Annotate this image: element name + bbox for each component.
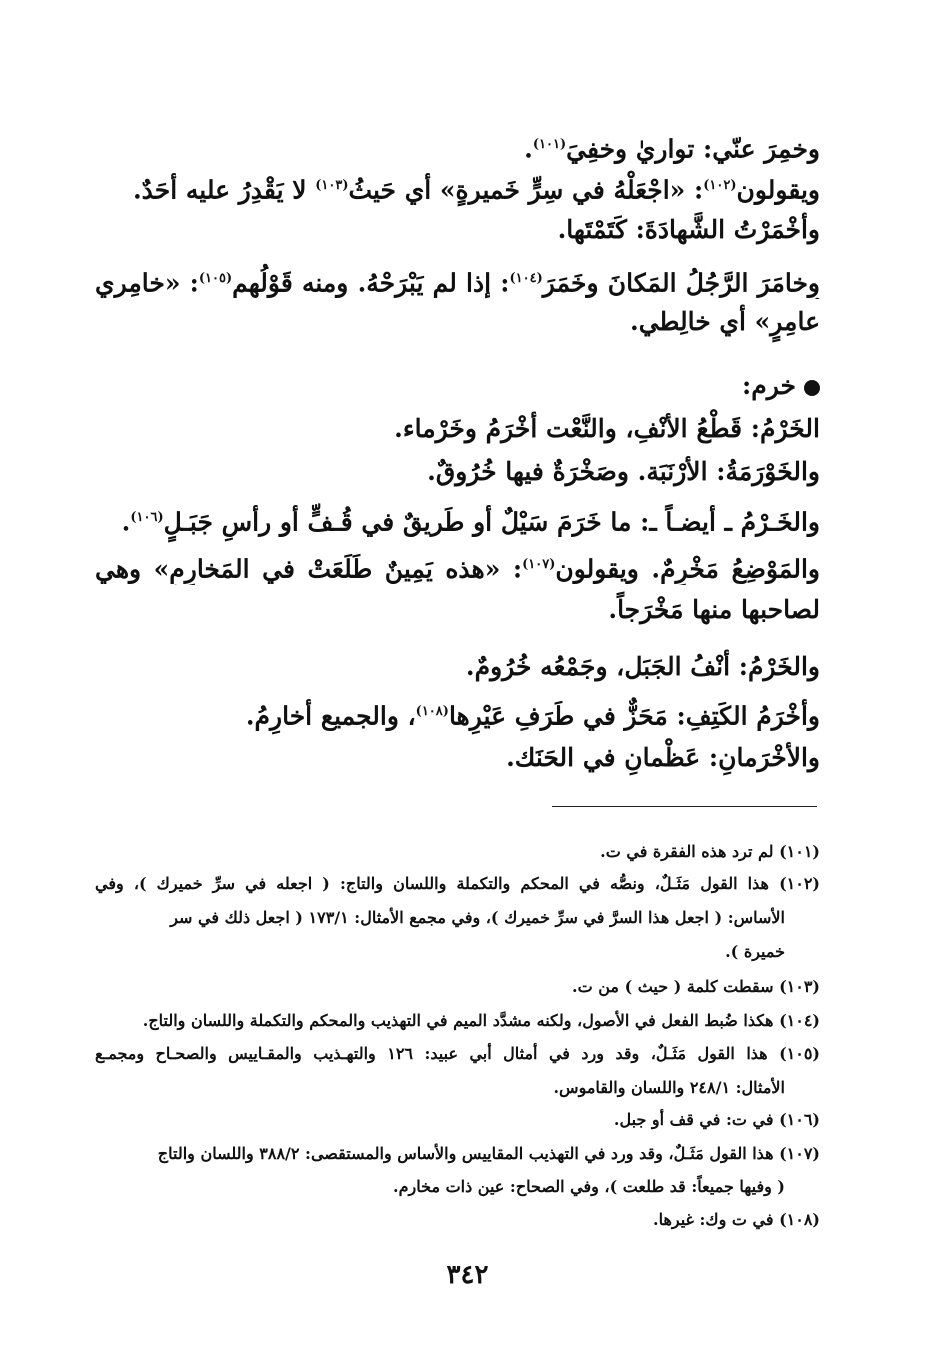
footnote-continuation: الأساس: ( اجعل هذا السرَّ في سرِّ خميرك )، وفي مجمع الأمثال: ١٧٣/١ ( اجعل ذلك في سر <box>170 908 785 927</box>
footnote-continuation: ( وفيها جميعاً: قد طلعت )، وفي الصحاح: عين ذات مخارم. <box>393 1177 785 1196</box>
text-line: والخَـرْمُ ـ أيضـاً ـ: ما خَرَمَ سَيْلٌ أو طَريقٌ في قُـفٍّ أو رأسِ جَبَـلٍ$^{(١٠٦)}$. <box>121 507 820 537</box>
text-line: وخمِرَ عنّي: تواريٰ وخفِيَ$^{(١٠١)}$. <box>524 134 820 164</box>
footnote: (١٠٧) هذا القول مَثَـلٌ، وقد ورد في التهذيب المقاييس والأساس والمستقصى: ٣٨٨/٢ واللسان والتاج <box>157 1144 820 1163</box>
text-line: والمَوْضِعُ مَخْرِمٌ. ويقولون$^{(١٠٧)}$: «هذه يَمِينٌ طَلَعَتْ في المَخارِمِ» وهي <box>95 554 820 584</box>
text-line: لصاحبها منها مَخْرَجاً. <box>608 595 820 624</box>
page-number: ٣٤٢ <box>446 1260 489 1290</box>
text-line: والخَرْمُ: أنْفُ الجَبَل، وجَمْعُه خُرُومٌ. <box>465 652 820 681</box>
text-line: وأخْرَمُ الكَتِفِ: مَحَزٌّ في طَرَفِ عَيْرِها$^{(١٠٨)}$، والجميع أخارِمُ. <box>245 701 820 731</box>
text-line: والخَوْرَمَةُ: الأرْنَبَة. وصَخْرَةٌ فيها خُرُوقٌ. <box>427 457 820 486</box>
footnote: (١٠٣) سقطت كلمة ( حيث ) من ت. <box>572 977 820 996</box>
footnote-continuation: خميرة ). <box>725 942 785 961</box>
text-line: ويقولون$^{(١٠٢)}$: «اجْعَلْهُ في سِرٍّ خَميرةٍ» أي حَيثُ$^{(١٠٣)}$ لا يَقْدِرُ عليه أحَدٌ. <box>132 175 820 205</box>
bullet-icon <box>804 380 820 396</box>
footnote: (١٠٤) هكذا ضُبط الفعل في الأصول، ولكنه مشدَّد الميم في التهذيب والمحكم والتكملة واللسان والتاج. <box>142 1011 820 1030</box>
footnote: (١٠١) لم ترد هذه الفقرة في ت. <box>600 842 820 861</box>
text-line: الخَرْمُ: قَطْعُ الأنْفِ، والنَّعْت أخْرَمُ وخَرْماء. <box>394 414 820 443</box>
entry-heading: خرم: <box>95 366 820 406</box>
footnote-divider <box>552 806 817 807</box>
text-line: وأخْمَرْتُ الشَّهادَةَ: كَتَمْتَها. <box>557 215 820 244</box>
text-line: وخامَرَ الرَّجُلُ المَكانَ وخَمَرَ$^{(١٠٤)}$: إذا لم يَبْرَحْهُ. ومنه قَوْلُهم$^{(١٠٥)}$: «خامِري <box>95 268 820 298</box>
text-line: والأخْرَمانِ: عَظْمانِ في الحَنَك. <box>506 743 820 772</box>
footnote-continuation: الأمثال: ٢٤٨/١ واللسان والقاموس. <box>553 1078 785 1097</box>
footnote: (١٠٥) هذا القول مَثَـلٌ، وقد ورد في أمثال أبي عبيد: ١٢٦ والتهـذيب والمقـاييس والصحـاح ومجمـع <box>95 1044 820 1063</box>
text-line: عامِرٍ» أي خالِطي. <box>629 307 820 336</box>
footnote: (١٠٨) في ت وك: غيرها. <box>653 1210 820 1229</box>
footnote: (١٠٦) في ت: في قف أو جبل. <box>613 1110 820 1129</box>
footnote: (١٠٢) هذا القول مَثَـلٌ، ونصُّه في المحكم والتكملة واللسان والتاج: ( اجعله في سرِّ خميرك )، وفي <box>95 874 820 893</box>
